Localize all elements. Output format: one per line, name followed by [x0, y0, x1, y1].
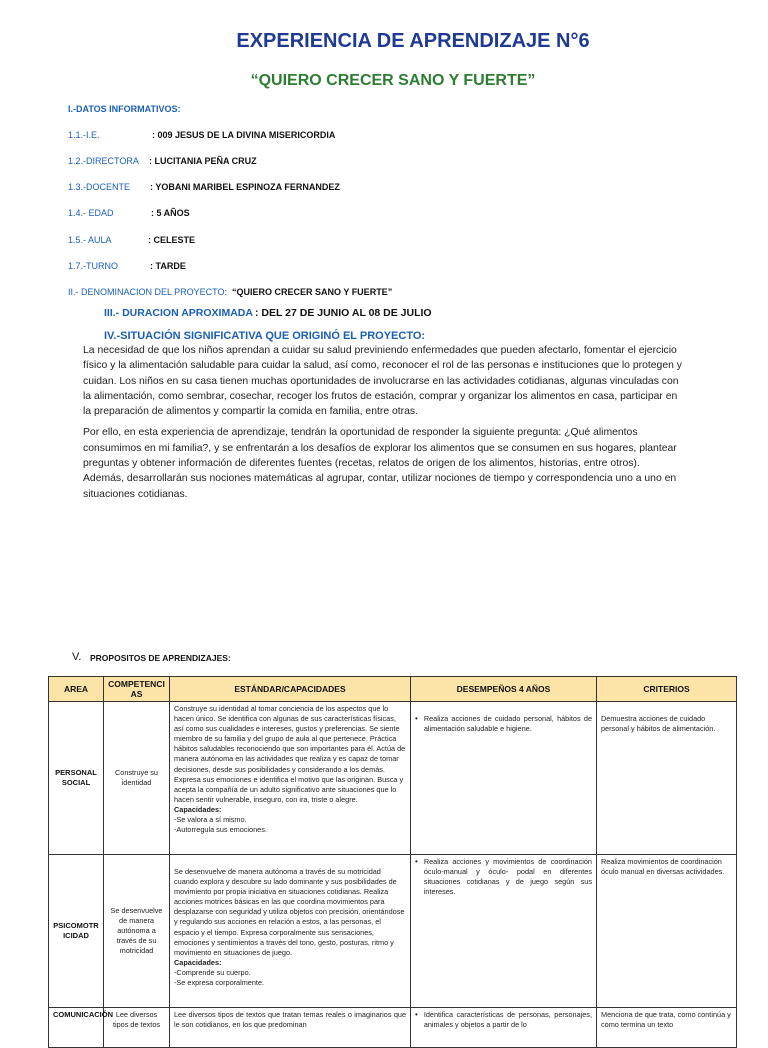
- situacion-heading: IV.-SITUACIÓN SIGNIFICATIVA QUE ORIGINÓ EL PROYECTO:: [104, 330, 426, 342]
- capacidades-label: Capacidades:: [174, 804, 222, 814]
- capacidad-item: -Comprende su cuerpo.: [174, 967, 251, 977]
- area-cell: COMUNICACIÓN: [49, 1008, 104, 1048]
- criterio-cell: Demuestra acciones de cuidado personal y hábitos de alimentación.: [597, 702, 737, 855]
- area-cell: PSICOMOTRICIDAD: [49, 855, 104, 1008]
- propositos-number: V.: [72, 651, 82, 663]
- field-label-docente: 1.3.-DOCENTE: [68, 182, 131, 192]
- field-value-aula: : CELESTE: [148, 235, 196, 245]
- estandar-cell: Lee diversos tipos de textos que tratan temas reales o imaginarios que le son cotidianos, en los que predominan: [170, 1008, 411, 1048]
- propositos-table: [48, 676, 737, 1048]
- col-header-competencias: COMPETENCIAS: [104, 677, 170, 702]
- table-row: [49, 1008, 737, 1048]
- competencia-cell: Construye su identidad: [104, 702, 170, 855]
- field-value-ie: : 009 JESUS DE LA DIVINA MISERICORDIA: [152, 130, 336, 140]
- field-value-turno: : TARDE: [150, 261, 186, 271]
- col-header-desempenos: DESEMPEÑOS 4 AÑOS: [411, 677, 597, 702]
- duracion-label: III.- DURACION APROXIMADA: [104, 307, 253, 319]
- field-label-turno: 1.7.-TURNO: [68, 261, 119, 271]
- bullet-icon: •: [415, 1010, 418, 1019]
- desempeno-text: Realiza acciones y movimientos de coordinación óculo-manual y óculo- podal en diferentes situaciones cotidianas y de juego según sus intereses.: [423, 857, 592, 897]
- table-row: [49, 855, 737, 1008]
- field-label-aula: 1.5.- AULA: [68, 235, 112, 245]
- desempeno-cell: [411, 1008, 597, 1048]
- criterio-cell: Realiza movimientos de coordinación óculo manual en diversas actividades.: [597, 855, 737, 1008]
- field-value-directora: : LUCITANIA PEÑA CRUZ: [149, 156, 257, 166]
- duracion-value: : DEL 27 DE JUNIO AL 08 DE JULIO: [255, 307, 432, 319]
- document-subtitle: “QUIERO CRECER SANO Y FUERTE”: [250, 72, 536, 89]
- document-title: EXPERIENCIA DE APRENDIZAJE N°6: [236, 30, 590, 52]
- situacion-paragraph-2: Por ello, en esta experiencia de aprendizaje, tendrán la oportunidad de responder la siguiente pregunta: ¿Qué alimentos consumimos en mi familia?, y se enfrentarán a los desafíos de explorar los alimentos que se consumen en sus hogares, plantear preguntas y obtener información de diferentes fuentes (recetas, relatos de origen de los alimentos, historias, entre otros). Además, desarrollarán sus nociones matemáticas al agrupar, contar, utilizar nociones de tiempo y correspondencia uno a uno en situaciones cotidianas.: [83, 427, 677, 500]
- capacidad-item: -Se valora a sí mismo.: [174, 815, 247, 825]
- field-label-edad: 1.4.- EDAD: [68, 208, 114, 218]
- capacidad-item: -Autorregula sus emociones.: [174, 825, 267, 835]
- criterio-cell: Menciona de que trata, como continúa y como termina un texto: [597, 1008, 737, 1048]
- field-label-directora: 1.2.-DIRECTORA: [68, 156, 139, 166]
- estandar-text: Construye su identidad al tomar conciencia de los aspectos que lo hacen único. Se identifica con algunas de sus características físicas, así como sus cualidades e intereses, gustos y preferencias. Se siente miembro de su familia y del grupo de aula al que pertenece. Práctica hábitos saludables reconociendo que son importantes para él. Actúa de manera autónoma en las actividades que realiza y es capaz de tomar decisiones, desde sus posibilidades y considerando a los demás. Expresa sus emociones e identifica el motivo que las originan. Busca y acepta la compañía de un adulto significativo ante situaciones que lo hacen sentir vulnerable, inseguro, con ira, triste o alegre.: [174, 704, 406, 804]
- competencia-cell: Se desenvuelve de manera autónoma a través de su motricidad: [104, 855, 170, 1008]
- capacidad-item: -Se expresa corporalmente.: [174, 978, 265, 988]
- bullet-icon: •: [415, 857, 418, 866]
- bullet-icon: •: [415, 714, 418, 723]
- estandar-cell: [170, 855, 411, 1008]
- desempeno-cell: [411, 702, 597, 855]
- competencia-cell: Lee diversos tipos de textos: [104, 1008, 170, 1048]
- capacidades-label: Capacidades:: [174, 957, 222, 967]
- field-label-ie: 1.1.-I.E.: [68, 130, 100, 140]
- denominacion-label: II.- DENOMINACION DEL PROYECTO:: [68, 287, 228, 297]
- desempeno-text: Realiza acciones de cuidado personal, hábitos de alimentación saludable e higiene.: [423, 714, 592, 734]
- desempeno-text: Identifica características de personas, personajes, animales y objetos a partir de lo: [423, 1010, 592, 1030]
- denominacion-value: “QUIERO CRECER SANO Y FUERTE”: [232, 287, 393, 297]
- estandar-cell: [170, 702, 411, 855]
- col-header-estandar: ESTÁNDAR/CAPACIDADES: [170, 677, 411, 702]
- propositos-heading: PROPOSITOS DE APRENDIZAJES:: [90, 653, 231, 663]
- table-header-row: [49, 677, 737, 702]
- field-value-docente: : YOBANI MARIBEL ESPINOZA FERNANDEZ: [150, 182, 340, 192]
- table-row: [49, 702, 737, 855]
- col-header-criterios: CRITERIOS: [597, 677, 737, 702]
- situacion-paragraph-1: La necesidad de que los niños aprendan a cuidar su salud previniendo enfermedades que pueden afectarlo, fomentar el ejercicio físico y la alimentación saludable para cuidar la salud, así como, reconocer el rol de las personas e instituciones que lo protegen y cuidan. Los niños en su casa tienen muchas oportunidades de involucrarse en las actividades cotidianas, algunas vinculadas con la alimentación, como sembrar, cosechar, recoger los frutos de estación, comprar y organizar los alimentos en casa, participar en la preparación de alimentos y compartir la comida en familia, entre otras.: [83, 345, 682, 418]
- area-cell: PERSONAL SOCIAL: [49, 702, 104, 855]
- estandar-text: Se desenvuelve de manera autónoma a través de su motricidad cuando explora y descubre su lado dominante y sus posibilidades de movimiento por propia iniciativa en situaciones cotidianas. Realiza acciones motrices básicas en las que coordina movimientos para desplazarse con seguridad y utiliza objetos con precisión, orientándose y regulando sus acciones en relación a estos, a las personas, el espacio y el tiempo. Expresa corporalmente sus sensaciones, emociones y sentimientos a través del tono, gesto, posturas, ritmo y movimiento en situaciones de juego.: [174, 867, 405, 957]
- col-header-area: AREA: [49, 677, 104, 702]
- desempeno-cell: [411, 855, 597, 1008]
- field-value-edad: : 5 AÑOS: [151, 208, 190, 218]
- datos-heading: I.-DATOS INFORMATIVOS:: [68, 104, 181, 114]
- situacion-text: [83, 343, 683, 502]
